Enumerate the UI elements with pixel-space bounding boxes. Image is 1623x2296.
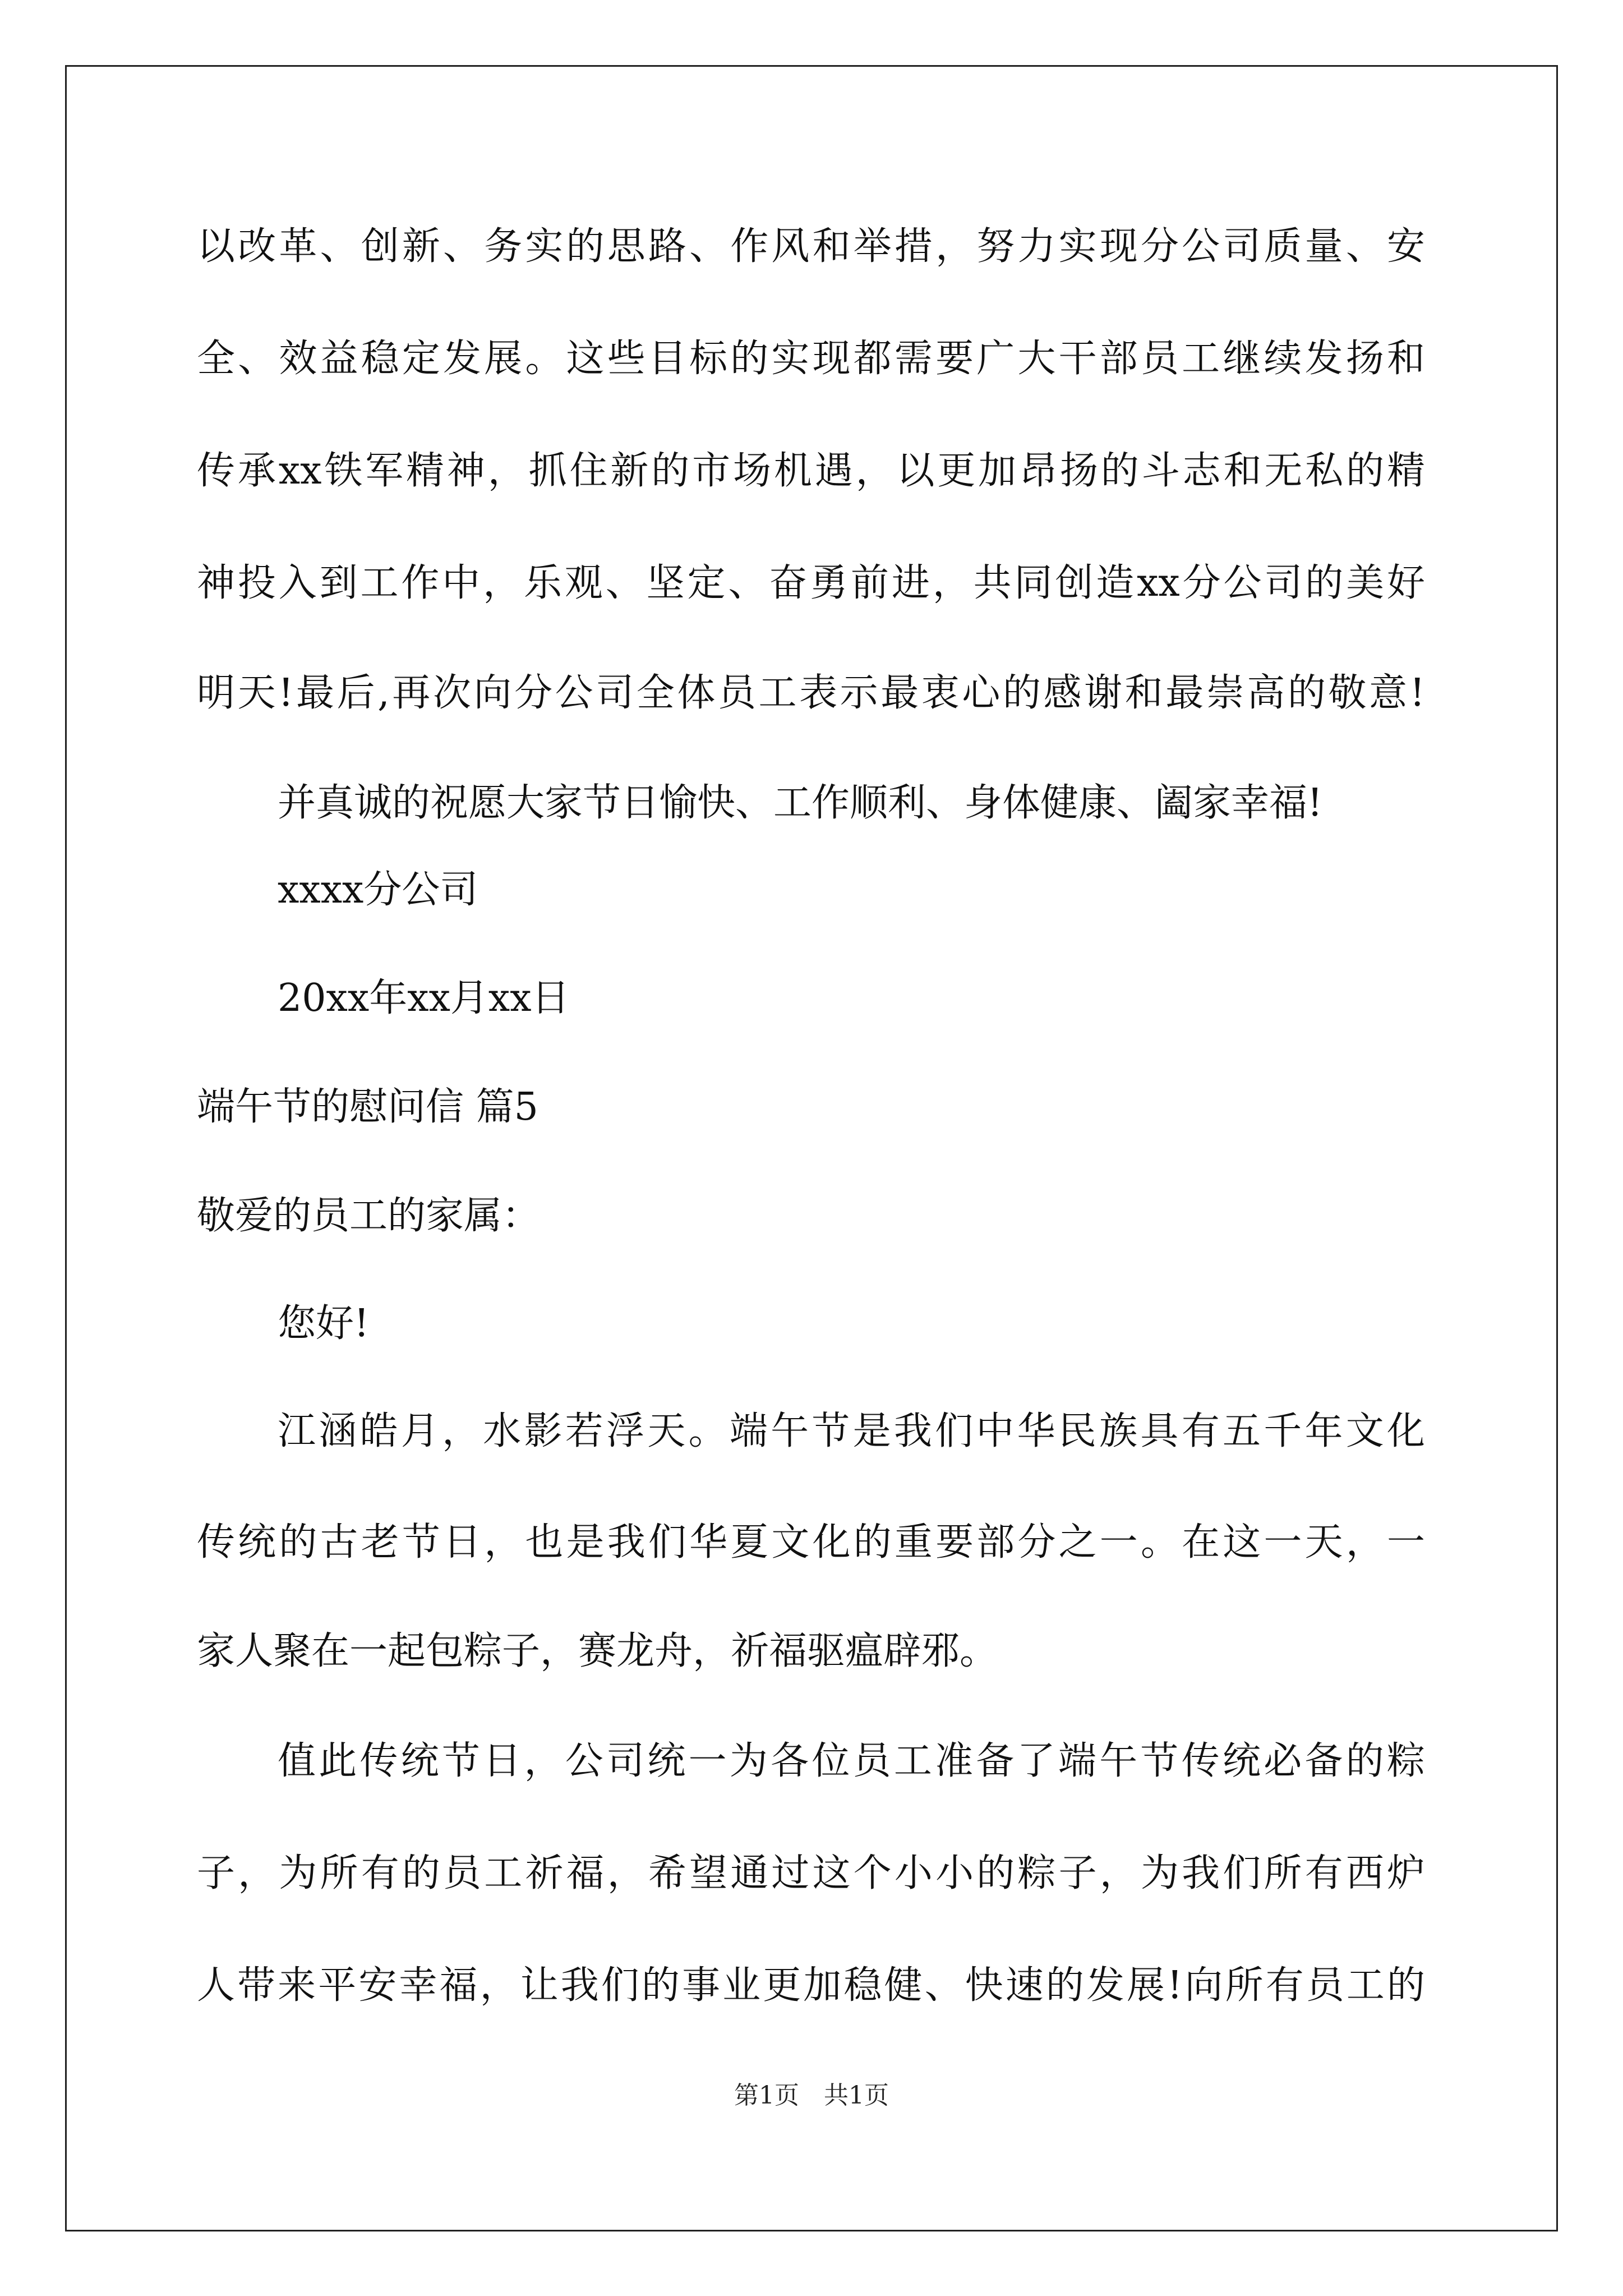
section-heading: 端午节的慰问信 篇5 xyxy=(197,1085,538,1129)
signature-company: xxxx分公司 xyxy=(278,868,478,912)
text-line-13: 传统的古老节日，也是我们华夏文化的重要部分之一。在这一天，一 xyxy=(197,1520,1425,1565)
page-footer: 第1页 共1页 xyxy=(734,2081,889,2110)
text-line-17: 人带来平安幸福，让我们的事业更加稳健、快速的发展!向所有员工的 xyxy=(197,1963,1425,2008)
text-line-15: 值此传统节日，公司统一为各位员工准备了端午节传统必备的粽 xyxy=(278,1739,1425,1783)
text-line-4: 神投入到工作中，乐观、坚定、奋勇前进，共同创造xx分公司的美好 xyxy=(197,561,1425,605)
salutation: 敬爱的员工的家属： xyxy=(197,1194,541,1238)
text-line-1: 以改革、创新、务实的思路、作风和举措，努力实现分公司质量、安 xyxy=(197,224,1425,269)
signature-date: 20xx年xx月xx日 xyxy=(278,976,570,1020)
text-line-16: 子，为所有的员工祈福，希望通过这个小小的粽子，为我们所有西炉 xyxy=(197,1851,1425,1895)
greeting: 您好! xyxy=(278,1301,370,1346)
page-frame xyxy=(65,65,1558,2231)
greeting-wish-line: 并真诚的祝愿大家节日愉快、工作顺利、身体健康、阖家幸福! xyxy=(278,781,1323,825)
text-line-3: 传承xx铁军精神，抓住新的市场机遇，以更加昂扬的斗志和无私的精 xyxy=(197,449,1425,493)
text-line-2: 全、效益稳定发展。这些目标的实现都需要广大干部员工继续发扬和 xyxy=(197,337,1425,381)
text-line-5: 明天!最后,再次向分公司全体员工表示最衷心的感谢和最崇高的敬意! xyxy=(197,671,1425,715)
text-line-14: 家人聚在一起包粽子，赛龙舟，祈福驱瘟辟邪。 xyxy=(197,1629,998,1673)
text-line-12: 江涵皓月，水影若浮天。端午节是我们中华民族具有五千年文化 xyxy=(278,1409,1425,1453)
